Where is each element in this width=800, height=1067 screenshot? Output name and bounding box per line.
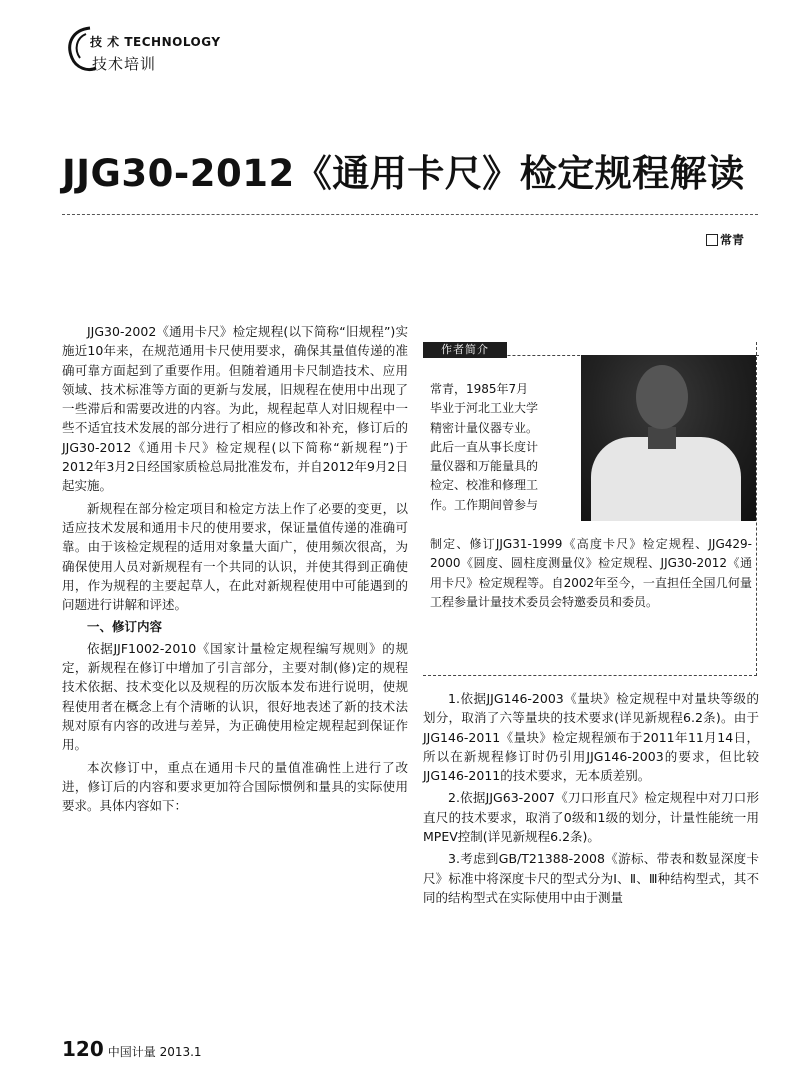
title-divider	[62, 214, 758, 215]
page-number: 120	[62, 1037, 104, 1061]
bio-line: 常青，1985年7月	[430, 382, 529, 396]
bio-line: 精密计量仪器专业。	[430, 420, 539, 435]
bio-line: 作。工作期间曾参与	[430, 497, 539, 512]
author-name: 常青	[720, 233, 745, 247]
body-column-left	[62, 322, 408, 818]
author-photo	[581, 355, 756, 521]
bio-line: 此后一直从事长度计	[430, 439, 539, 454]
paragraph: 2.依据JJG63-2007《刀口形直尺》检定规程中对刀口形直尺的技术要求，取消了0级和1级的划分，计量性能统一用MPEV控制(详见新规程6.2条)。	[423, 790, 759, 845]
paragraph: JJG30-2002《通用卡尺》检定规程(以下简称“旧规程”)实施近10年来，在规范通用卡尺使用要求，确保其量值传递的准确可靠方面起到了重要作用。但随着通用卡尺制造技术、应用领域、技术标准等方面的更新与发展，旧规程在使用中出现了一些滞后和需要改进的内容。为此，规程起草人对旧规程中一些不适宜技术发展的部分进行了相应的修改和补充，修订后的JJG30-2012《通用卡尺》检定规程(以下简称“新规程”)于2012年3月2日经国家质检总局批准发布，并自2012年9月2日起实施。	[62, 324, 408, 494]
author-byline	[706, 231, 744, 248]
bio-text-short	[430, 380, 576, 515]
section-logo	[64, 24, 264, 80]
bio-line: 量仪器和万能量具的	[430, 459, 539, 474]
page-footer	[62, 1037, 202, 1061]
body-column-right	[423, 689, 759, 910]
paragraph: 3.考虑到GB/T21388-2008《游标、带表和数显深度卡尺》标准中将深度卡尺的型式分为Ⅰ、Ⅱ、Ⅲ种结构型式，其不同的结构型式在实际使用中由于测量	[423, 851, 759, 905]
author-box-icon	[706, 234, 718, 246]
bio-line: 毕业于河北工业大学	[430, 401, 539, 416]
paragraph: 本次修订中，重点在通用卡尺的量值准确性上进行了改进，修订后的内容和要求更加符合国际惯例和量具的实际使用要求。具体内容如下：	[62, 759, 408, 814]
article-title: JJG30-2012《通用卡尺》检定规程解读	[62, 152, 745, 195]
logo-line2: 技术培训	[92, 55, 157, 73]
bio-line: 检定、校准和修理工	[430, 478, 539, 493]
section-heading: 一、修订内容	[87, 619, 163, 635]
journal-issue: 中国计量 2013.1	[107, 1045, 202, 1059]
bio-label: 作者简介	[423, 342, 507, 358]
paragraph: 新规程在部分检定项目和检定方法上作了必要的变更，以适应技术发展和通用卡尺的使用要求，保证量值传递的准确可靠。由于该检定规程的适用对象量大面广，使用频次很高，为确保使用人员对新规程有一个共同的认识，并使其得到正确使用，作为规程的主要起草人，在此对新规程使用中可能遇到的问题进行讲解和评述。	[62, 500, 408, 613]
paragraph: 依据JJF1002-2010《国家计量检定规程编写规则》的规定，新规程在修订中增加了引言部分，主要对制(修)定的规程技术依据、技术变化以及规程的历次版本发布进行说明，使规程使用者在概念上有个清晰的认识，很好地表述了新的技术法规对原有内容的改进与差异，为正确使用检定规程起到保证作用。	[62, 640, 408, 753]
bio-text-long: 制定、修订JJG31-1999《高度卡尺》检定规程、JJG429-2000《圆度、圆柱度测量仪》检定规程、JJG30-2012《通用卡尺》检定规程等。自2002年至今，一直担任全国几何量工程参量计量技术委员会特邀委员和委员。	[430, 537, 752, 609]
logo-line1: 技 术 TECHNOLOGY	[90, 35, 221, 49]
paragraph: 1.依据JJG146-2003《量块》检定规程中对量块等级的划分，取消了六等量块的技术要求(详见新规程6.2条)。由于JJG146-2011《量块》检定规程颁布于2011年11月14日，所以在新规程修订时仍引用JJG146-2003的要求，但比较JJG146-2011的技术要求，无本质差别。	[423, 691, 759, 784]
